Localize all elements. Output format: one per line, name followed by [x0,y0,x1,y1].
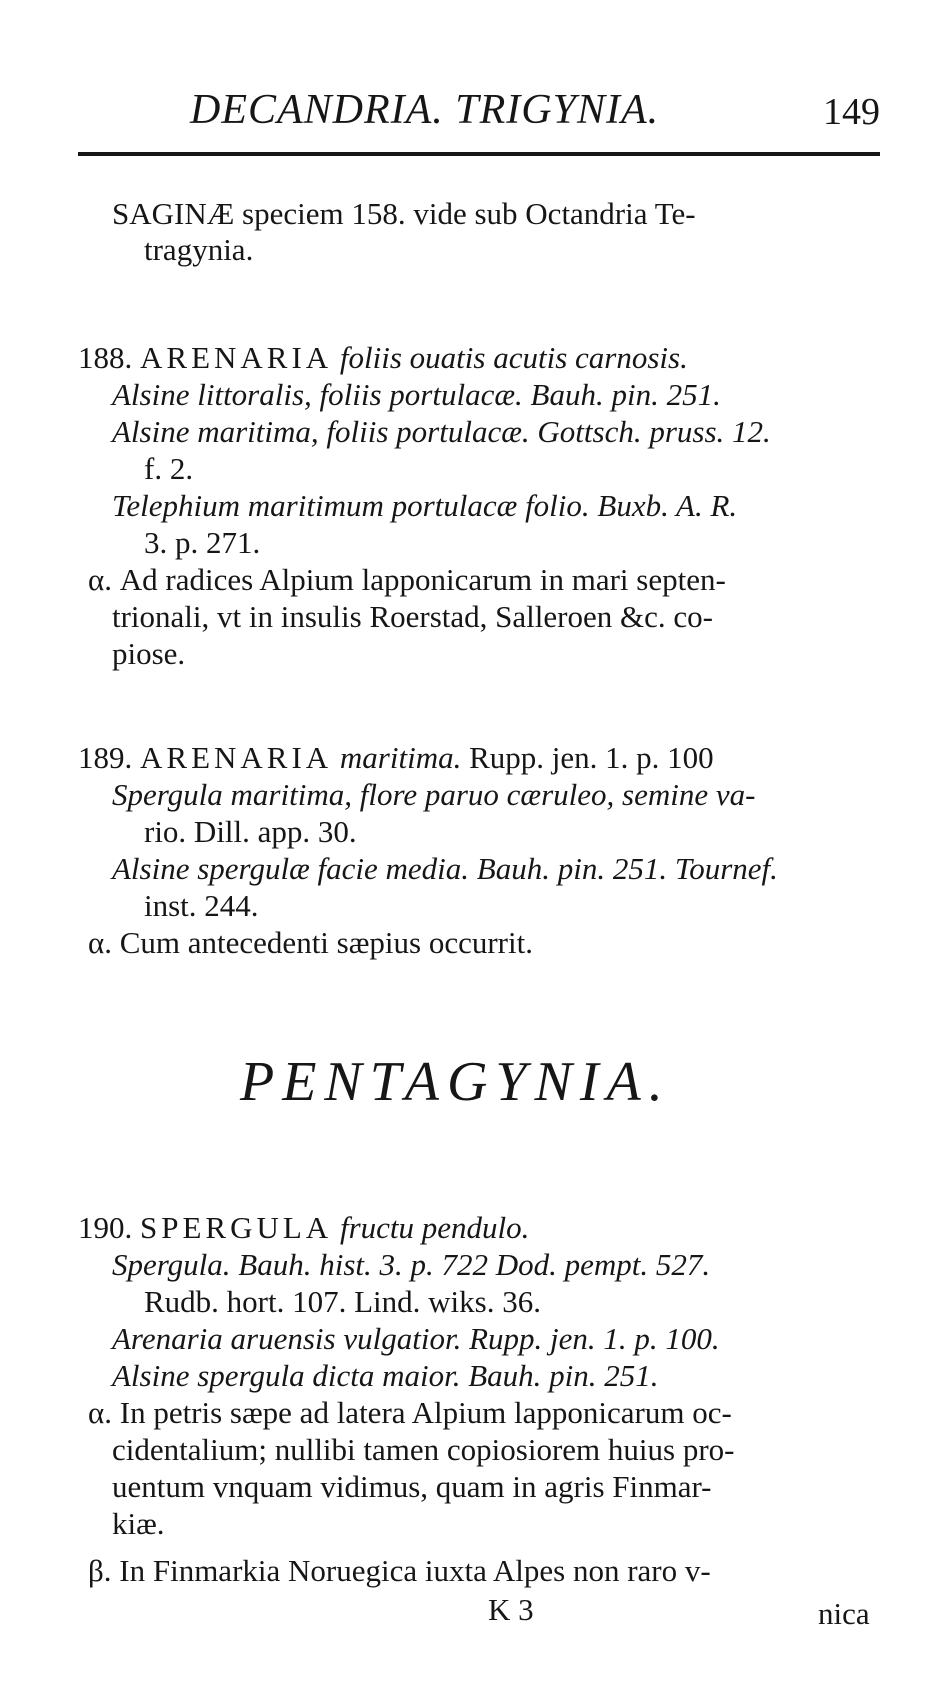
entry-title [78,340,688,376]
synonym-line: f. 2. [144,451,194,486]
species-description: maritima. [339,740,462,775]
text-line: SAGINÆ speciem 158. vide sub Octandria Te- [112,196,696,231]
synonym-line: 3. p. 271. [144,525,261,560]
section-heading: PENTAGYNIA. [240,1051,671,1113]
habitat-line: piose. [112,636,186,671]
synonym-line: rio. Dill. app. 30. [144,814,357,849]
entry-title [78,1210,529,1246]
entry-number: 190. [78,1210,133,1245]
reference: Rupp. jen. 1. p. 100 [469,740,714,775]
synonym-line: Spergula maritima, flore paruo cæruleo, semine va- [112,777,756,812]
page-number: 149 [823,91,880,133]
synonym-line: Alsine littoralis, foliis portulacæ. Bauh. pin. 251. [112,377,721,412]
habitat-line: uentum vnquam vidimus, quam in agris Finmar- [112,1469,712,1504]
habitat-line: trionali, vt in insulis Roerstad, Salleroen &c. co- [112,599,713,634]
genus-name: SPERGULA [140,1210,333,1245]
species-description: foliis ouatis acutis carnosis. [339,340,688,375]
running-title: DECANDRIA. TRIGYNIA. [190,87,660,133]
habitat-line: α. Cum antecedenti sæpius occurrit. [88,925,533,960]
synonym-line: Arenaria aruensis vulgatior. Rupp. jen. 1. p. 100. [112,1321,720,1356]
genus-name: ARENARIA [140,340,333,375]
text-line: tragynia. [144,232,254,267]
page-header [190,86,880,146]
habitat-line: β. In Finmarkia Noruegica iuxta Alpes non raro v- [88,1553,711,1588]
header-rule [78,152,880,156]
habitat-line: α. Ad radices Alpium lapponicarum in mari septen- [88,562,726,597]
species-description: fructu pendulo. [339,1210,530,1245]
synonym-line: Alsine spergulæ facie media. Bauh. pin. 251. Tournef. [112,851,778,886]
synonym-line: Telephium maritimum portulacæ folio. Buxb. A. R. [112,488,738,523]
entry-number: 188. [78,340,133,375]
habitat-line: cidentalium; nullibi tamen copiosiorem huius pro- [112,1432,735,1467]
entry-number: 189. [78,740,133,775]
signature-mark: K 3 [488,1592,534,1627]
synonym-line: inst. 244. [144,888,259,923]
habitat-line: α. In petris sæpe ad latera Alpium lapponicarum oc- [88,1395,732,1430]
genus-name: ARENARIA [140,740,333,775]
synonym-line: Spergula. Bauh. hist. 3. p. 722 Dod. pempt. 527. [112,1247,711,1282]
entry-title [78,740,714,776]
catchword: nica [818,1596,870,1631]
habitat-line: kiæ. [112,1506,165,1541]
synonym-line: Rudb. hort. 107. Lind. wiks. 36. [144,1284,541,1319]
synonym-line: Alsine spergula dicta maior. Bauh. pin. 251. [112,1358,659,1393]
synonym-line: Alsine maritima, foliis portulacæ. Gottsch. pruss. 12. [112,414,771,449]
